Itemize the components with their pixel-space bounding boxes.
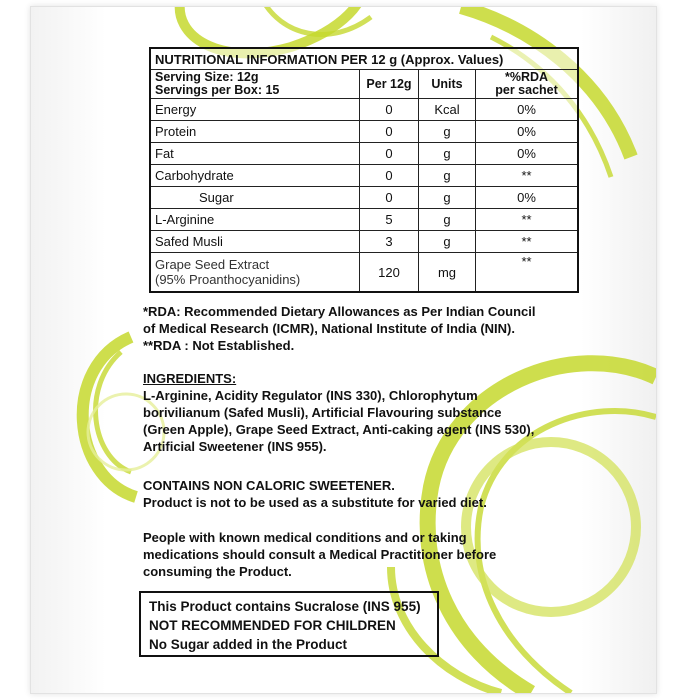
label-content [31,7,656,693]
nutrient-value: 3 [360,231,419,253]
nutrient-value: 0 [360,121,419,143]
nutrient-name [150,253,360,293]
nutrient-unit: Kcal [419,99,476,121]
nutrient-name: Energy [150,99,360,121]
sucralose-notice-box [139,591,439,657]
rda-footnote-line2: of Medical Research (ICMR), National Institute of India (NIN). [143,321,515,336]
nutrient-rda: ** [476,231,579,253]
serving-size: Serving Size: 12g [155,70,259,84]
rda-footnote-line3: **RDA : Not Established. [143,338,295,353]
table-row [150,165,578,187]
nutrient-name-line2: (95% Proanthocyanidins) [155,272,301,287]
nutrient-unit: g [419,209,476,231]
nutrient-unit: g [419,121,476,143]
nutrient-name: L-Arginine [150,209,360,231]
nutrient-rda: 0% [476,99,579,121]
nutrient-name: Safed Musli [150,231,360,253]
nutrient-value: 120 [360,253,419,293]
ingredients-section [143,370,573,455]
nutrient-unit: g [419,187,476,209]
nutrient-rda: 0% [476,143,579,165]
package-back-panel [30,6,657,694]
nutrient-value: 0 [360,165,419,187]
nutrient-value: 5 [360,209,419,231]
col-per-header: Per 12g [360,70,419,99]
col-units-header: Units [419,70,476,99]
table-row [150,99,578,121]
ingredients-line4: Artificial Sweetener (INS 955). [143,439,327,454]
medical-line3: consuming the Product. [143,564,292,579]
nutrient-name-line1: Grape Seed Extract [155,257,270,272]
nutrient-rda: 0% [476,187,579,209]
nutrient-unit: g [419,165,476,187]
nutrient-value: 0 [360,187,419,209]
medical-advice [143,529,543,580]
nutrient-rda: 0% [476,121,579,143]
nutrition-table [149,47,579,293]
medical-line2: medications should consult a Medical Practitioner before [143,547,497,562]
rda-footnote [143,303,583,354]
nutrient-value: 0 [360,99,419,121]
nutrient-unit: mg [419,253,476,293]
notice-line1: This Product contains Sucralose (INS 955) [149,599,421,614]
ingredients-line1: L-Arginine, Acidity Regulator (INS 330), Chlorophytum [143,388,478,403]
table-row [150,253,578,293]
table-row [150,187,578,209]
nutrient-rda: ** [476,165,579,187]
nutrient-rda: ** [476,253,579,293]
sweetener-warning [143,477,573,511]
nutrient-unit: g [419,143,476,165]
sweetener-line1: CONTAINS NON CALORIC SWEETENER. [143,478,395,493]
serving-info [150,70,360,99]
ingredients-heading: INGREDIENTS: [143,371,237,386]
col-rda-header-line1: *%RDA [504,70,549,84]
table-row [150,231,578,253]
notice-line3: No Sugar added in the Product [149,637,348,652]
nutrient-unit: g [419,231,476,253]
medical-line1: People with known medical conditions and or taking [143,530,467,545]
nutrition-table-title: NUTRITIONAL INFORMATION PER 12 g (Approx. Values) [150,48,578,70]
notice-line2: NOT RECOMMENDED FOR CHILDREN [149,618,396,633]
col-rda-header [476,70,579,99]
ingredients-line2: borivilianum (Safed Musli), Artificial Flavouring substance [143,405,502,420]
sweetener-line2: Product is not to be used as a substitute for varied diet. [143,495,487,510]
nutrient-name: Carbohydrate [150,165,360,187]
nutrient-value: 0 [360,143,419,165]
nutrient-name: Fat [150,143,360,165]
col-rda-header-line2: per sachet [495,83,558,97]
nutrient-name: Sugar [150,187,360,209]
table-row [150,121,578,143]
servings-per-box: Servings per Box: 15 [155,83,280,97]
ingredients-line3: (Green Apple), Grape Seed Extract, Anti-caking agent (INS 530), [143,422,535,437]
nutrient-name: Protein [150,121,360,143]
table-row [150,209,578,231]
table-row [150,143,578,165]
rda-footnote-line1: *RDA: Recommended Dietary Allowances as Per Indian Council [143,304,536,319]
nutrient-rda: ** [476,209,579,231]
